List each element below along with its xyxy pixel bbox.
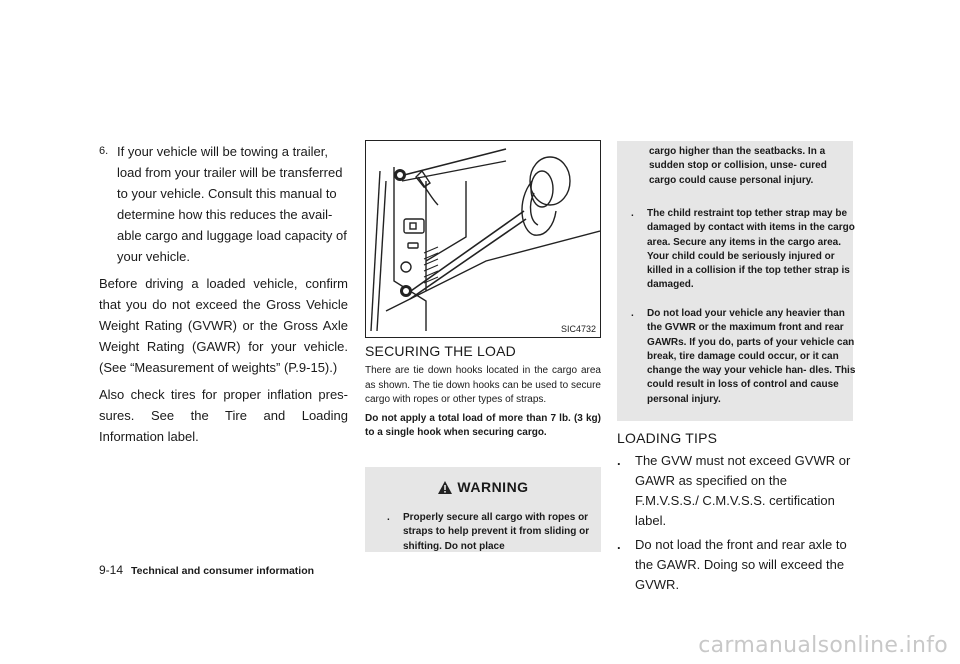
page-number: 9-14 [99, 563, 124, 577]
loading-tip-1 [617, 451, 853, 531]
list-item-6 [99, 141, 348, 267]
column-middle [365, 343, 601, 441]
section-heading-securing: SECURING THE LOAD [365, 343, 516, 359]
bullet-marker: . [617, 537, 621, 552]
paragraph-tire-pressures: Also check tires for proper inflation pres- sures. See the Tire and Loading Information label. [99, 387, 348, 444]
bullet-marker: . [631, 208, 634, 219]
paragraph-max-load-note: Do not apply a total load of more than 7 lb. (3 kg) to a single hook when securing cargo. [365, 412, 601, 438]
column-left [99, 141, 348, 453]
warning-item-text: Properly secure all cargo with ropes or straps to help prevent it from sliding or shifting. Do not place [403, 512, 590, 552]
loading-tip-text: The GVW must not exceed GVWR or GAWR as specified on the F.M.V.S.S./ C.M.V.S.S. certification label. [635, 453, 851, 528]
bullet-marker: . [631, 308, 634, 319]
warning-box-continued [617, 141, 856, 421]
figure-caption: SIC4732 [560, 324, 596, 334]
paragraph-confirm-weights: Before driving a loaded vehicle, confirm that you do not exceed the Gross Vehicle Weight Rating (GVWR) or the Gross Axle Weight Rating (GAWR) for your vehicle. (See “Measurement of weights” (P.9-15).) [99, 276, 348, 375]
bullet-marker: . [387, 512, 390, 523]
warning-item-text: Do not load your vehicle any heavier than the GVWR or the maximum front and rear GAWRs. If you do, parts of your vehicle can break, tire damage could occur, or it can change the way your vehicle han- dles. This could result in loss of control and cause personal injury. [647, 308, 856, 405]
warning-header [365, 479, 601, 498]
page-footer [99, 563, 314, 577]
loading-tip-2 [617, 535, 853, 595]
warning-item-text: The child restraint top tether strap may be damaged by contact with items in the cargo area. Secure any items in the cargo area. Your child could be seriously injured or killed in a collision if the top tether strap is damaged. [647, 208, 855, 291]
warning-item-1-continued: cargo higher than the seatbacks. In a sudden stop or collision, unse- cured cargo could cause personal injury. [649, 146, 827, 186]
warning-item-3 [631, 307, 861, 407]
warning-item-1 [387, 511, 603, 554]
list-item-text: If your vehicle will be towing a trailer, load from your trailer will be transferred to your vehicle. Consult this manual to determine how this reduces the avail- able cargo and luggage load capacity of your vehicle. [117, 144, 347, 264]
watermark: carmanualsonline.info [698, 633, 948, 658]
paragraph-tie-down-hooks: There are tie down hooks located in the cargo area as shown. The tie down hooks can be used to secure cargo with ropes or other types of straps. [365, 365, 601, 405]
section-heading-loading-tips: LOADING TIPS [617, 430, 718, 446]
section-title: Technical and consumer information [131, 565, 315, 577]
warning-box [365, 467, 601, 552]
warning-item-2 [631, 207, 861, 293]
column-right [617, 430, 853, 599]
bullet-marker: . [617, 453, 621, 468]
warning-triangle-icon [437, 480, 453, 498]
cargo-hooks-figure [365, 140, 601, 338]
loading-tip-text: Do not load the front and rear axle to the GAWR. Doing so will exceed the GVWR. [635, 537, 847, 592]
warning-title: WARNING [457, 479, 529, 495]
cargo-tie-down-hooks-illustration [366, 141, 600, 337]
list-item-number: 6. [99, 145, 109, 157]
